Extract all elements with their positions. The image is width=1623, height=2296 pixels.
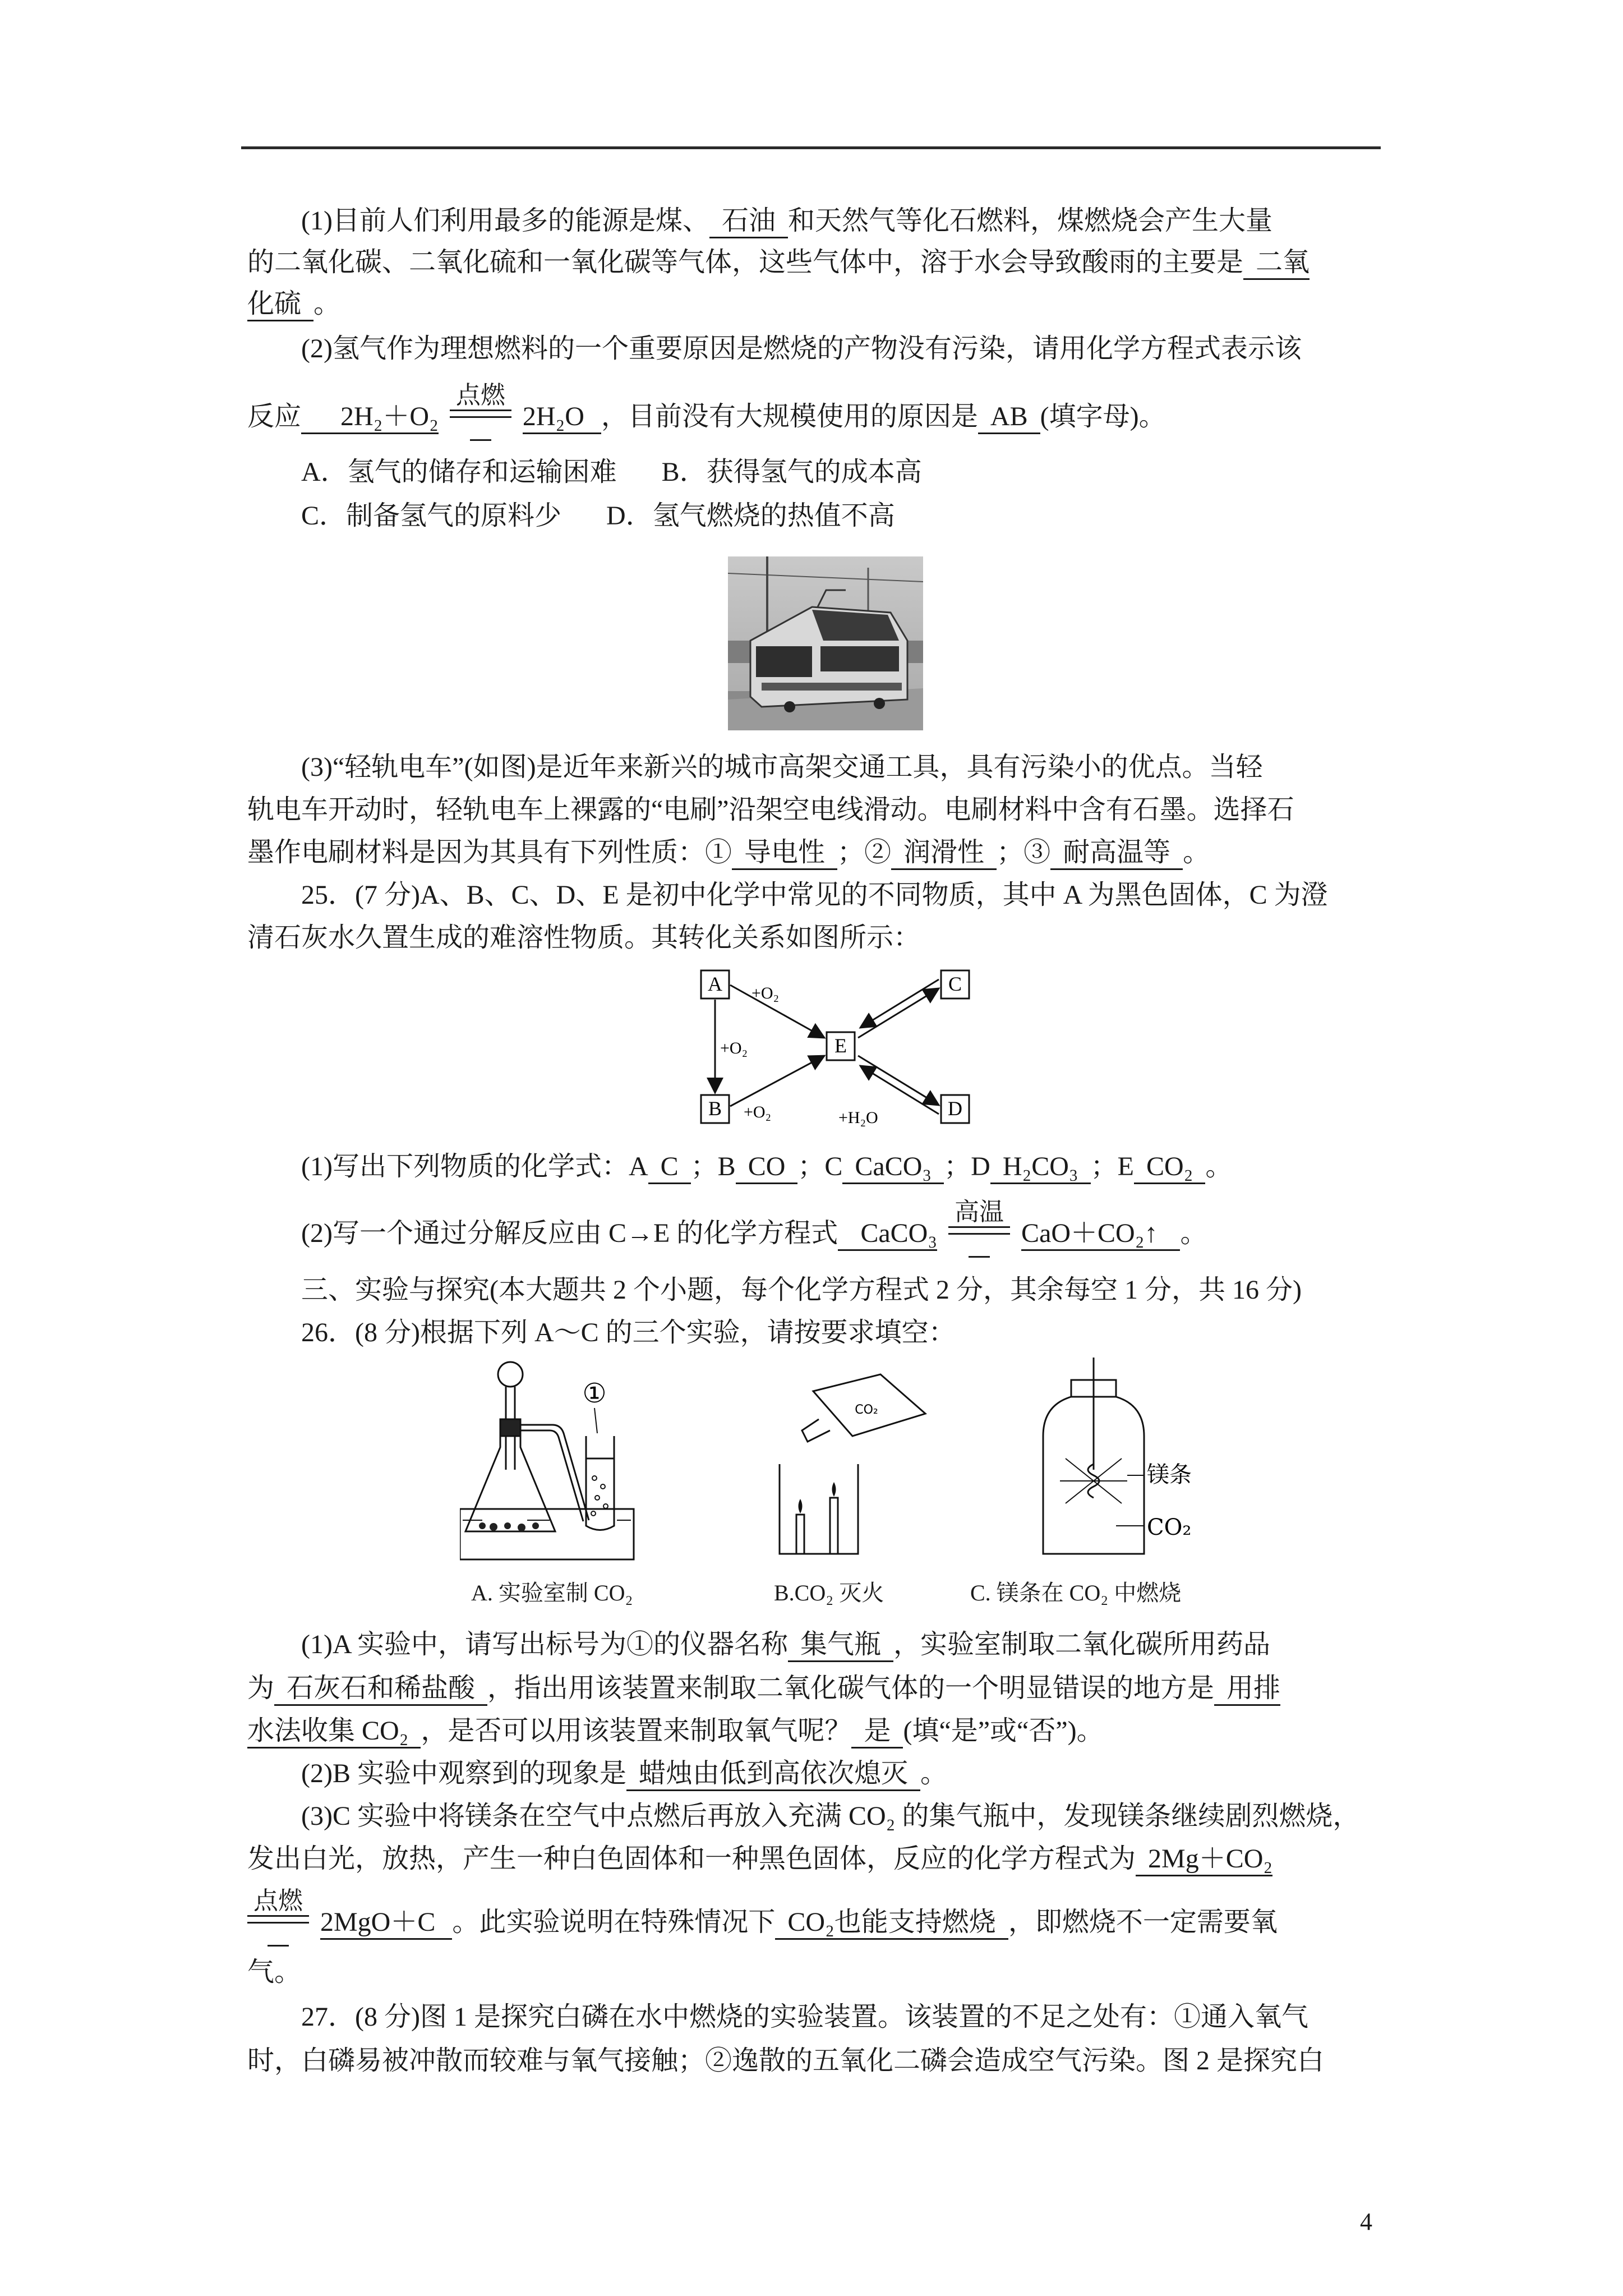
option-b: B．获得氢气的成本高 bbox=[661, 457, 922, 487]
text: 和天然气等化石燃料，煤燃烧会产生大量 bbox=[788, 206, 1273, 236]
equation-left: 2H₂＋O₂ bbox=[301, 401, 439, 434]
equals-sign bbox=[450, 409, 511, 418]
text: 发出白光，放热，产生一种白色固体和一种黑色固体，反应的化学方程式为 bbox=[247, 1844, 1136, 1874]
text: 。 bbox=[920, 1759, 948, 1788]
answer-blank: 蜡烛由低到高依次熄灭 bbox=[626, 1758, 920, 1791]
text: ；E bbox=[1090, 1152, 1134, 1181]
text: (1)A 实验中，请写出标号为①的仪器名称 bbox=[301, 1630, 788, 1659]
answer-blank: CO₂ bbox=[1134, 1151, 1205, 1184]
header-rule bbox=[241, 146, 1381, 149]
box-a bbox=[701, 970, 729, 999]
arrow-c-to-e bbox=[860, 979, 939, 1028]
answer-blank: AB bbox=[978, 401, 1040, 434]
text: 26．(8 分)根据下列 A～C 的三个实验，请按要求填空： bbox=[301, 1318, 956, 1347]
equation-right: 2H₂O bbox=[523, 401, 601, 434]
box-e bbox=[827, 1032, 855, 1060]
answer-blank: 化硫 bbox=[247, 288, 313, 321]
text: ，即燃烧不一定需要氧 bbox=[1008, 1907, 1278, 1938]
box-d bbox=[941, 1095, 969, 1123]
text: 。 bbox=[1183, 838, 1210, 867]
q26-p3-line3 bbox=[247, 1887, 1278, 1954]
q25-p2 bbox=[301, 1198, 1207, 1266]
answer-blank: H₂CO₃ bbox=[990, 1151, 1091, 1184]
q27-line1 bbox=[301, 1999, 1308, 2035]
text: ；② bbox=[837, 838, 892, 867]
figure-c-magnesium bbox=[1026, 1358, 1211, 1565]
option-d: D．氢气燃烧的热值不高 bbox=[606, 501, 895, 531]
equation-left: 2Mg＋CO₂ bbox=[1136, 1843, 1272, 1876]
text: 反应 bbox=[247, 402, 302, 432]
reaction-condition bbox=[948, 1198, 1010, 1258]
text: ，目前没有大规模使用的原因是 bbox=[601, 402, 978, 432]
figure-a-co2-apparatus bbox=[460, 1358, 718, 1571]
label-e: E bbox=[834, 1034, 847, 1057]
box-c bbox=[941, 970, 969, 999]
text: 。 bbox=[1205, 1152, 1233, 1181]
page-number: 4 bbox=[1360, 2208, 1372, 2235]
equals-sign bbox=[948, 1226, 1010, 1235]
text: 时，白磷易被冲散而较难与氧气接触；②逸散的五氧化二磷会造成空气污染。图 2 是探究白 bbox=[247, 2046, 1325, 2076]
equation-left: CaCO₃ bbox=[838, 1218, 937, 1251]
text: ；D bbox=[944, 1152, 990, 1181]
text: 气。 bbox=[247, 1957, 302, 1987]
q24-p3-line3 bbox=[247, 835, 1210, 871]
condition-text: 点燃 bbox=[455, 381, 505, 409]
text: (2)写一个通过分解反应由 C→E 的化学方程式 bbox=[301, 1218, 838, 1249]
q25-stem-line2 bbox=[247, 920, 920, 956]
q24-options-row1 bbox=[301, 454, 922, 490]
q24-p1-line3 bbox=[247, 286, 340, 322]
q27-line2 bbox=[247, 2043, 1324, 2079]
q25-conversion-diagram bbox=[695, 966, 987, 1129]
text: 为 bbox=[247, 1673, 275, 1703]
text: 三、实验与探究(本大题共 2 个小题，每个化学方程式 2 分，其余每空 1 分，共 16 分) bbox=[301, 1275, 1302, 1305]
arrow-e-to-d bbox=[858, 1056, 939, 1105]
q26-p3-line4 bbox=[247, 1954, 301, 1990]
answer-blank: 用排 bbox=[1214, 1673, 1280, 1706]
text: ；C bbox=[797, 1152, 843, 1181]
text: (3)“轻轨电车”(如图)是近年来新兴的城市高架交通工具，具有污染小的优点。当轻 bbox=[301, 752, 1263, 782]
answer-blank: 石灰石和稀盐酸 bbox=[274, 1673, 487, 1706]
figure-a-caption bbox=[471, 1575, 633, 1611]
q24-p3-line2 bbox=[247, 792, 1294, 828]
text: (1)目前人们利用最多的能源是煤、 bbox=[301, 206, 709, 236]
arrow-label-ab: +O₂ bbox=[720, 1039, 748, 1057]
text: 。此实验说明在特殊情况下 bbox=[452, 1907, 776, 1938]
label-a: A bbox=[708, 973, 722, 995]
q24-p3-line1 bbox=[301, 749, 1263, 785]
q26-p2 bbox=[301, 1756, 947, 1792]
text: A. 实验室制 CO₂ bbox=[471, 1580, 633, 1605]
q25-p1 bbox=[301, 1149, 1232, 1185]
label-mg-strip: 镁条 bbox=[1147, 1462, 1192, 1488]
tram-photo bbox=[728, 556, 923, 730]
text: ，是否可以用该装置来制取氧气呢？ bbox=[421, 1716, 852, 1746]
text: (2)氢气作为理想燃料的一个重要原因是燃烧的产物没有污染，请用化学方程式表示该 bbox=[301, 334, 1302, 364]
text: ，指出用该装置来制取二氧化碳气体的一个明显错误的地方是 bbox=[487, 1673, 1215, 1703]
reaction-condition bbox=[247, 1887, 309, 1947]
condition-dash bbox=[470, 439, 491, 441]
text: B.CO₂ 灭火 bbox=[774, 1580, 884, 1605]
q26-p1-line3 bbox=[247, 1713, 1104, 1749]
text: 。 bbox=[313, 289, 341, 319]
q25-stem-line1 bbox=[301, 877, 1328, 913]
reaction-condition bbox=[450, 381, 511, 441]
text: (3)C 实验中将镁条在空气中点燃后再放入充满 CO₂ 的集气瓶中，发现镁条继续剧烈燃烧， bbox=[301, 1801, 1360, 1831]
text: 轨电车开动时，轻轨电车上裸露的“电刷”沿架空电线滑动。电刷材料中含有石墨。选择石 bbox=[247, 795, 1294, 825]
arrow-b-to-e bbox=[730, 1056, 824, 1106]
answer-blank: 导电性 bbox=[732, 837, 837, 870]
label-circled-1: ① bbox=[582, 1378, 607, 1409]
option-a: A．氢气的储存和运输困难 bbox=[301, 457, 617, 487]
text: (1)写出下列物质的化学式：A bbox=[301, 1152, 648, 1181]
condition-text: 点燃 bbox=[253, 1887, 303, 1915]
q26-p1-line2 bbox=[247, 1671, 1280, 1706]
answer-blank: 二氧 bbox=[1243, 247, 1310, 280]
q26-stem bbox=[301, 1315, 956, 1351]
option-c: C．制备氢气的原料少 bbox=[301, 501, 562, 531]
equation-right: 2MgO＋C bbox=[320, 1907, 452, 1940]
text: 清石灰水久置生成的难溶性物质。其转化关系如图所示： bbox=[247, 923, 921, 953]
answer-blank: 水法收集 CO₂ bbox=[247, 1715, 421, 1749]
text: 的二氧化碳、二氧化硫和一氧化碳等气体，这些气体中，溶于水会导致酸雨的主要是 bbox=[247, 247, 1244, 277]
condition-dash bbox=[268, 1945, 289, 1947]
figure-c-caption bbox=[970, 1575, 1181, 1611]
text: (填字母)。 bbox=[1040, 402, 1166, 432]
arrow-label-ae: +O₂ bbox=[751, 984, 780, 1002]
bottle-label: CO₂ bbox=[855, 1403, 878, 1417]
condition-dash bbox=[969, 1256, 990, 1258]
answer-blank: 是 bbox=[851, 1715, 903, 1749]
text: ；B bbox=[690, 1152, 736, 1181]
answer-blank: CO₂也能支持燃烧 bbox=[775, 1907, 1008, 1940]
q26-p3-line2 bbox=[247, 1841, 1272, 1877]
answer-blank: 润滑性 bbox=[891, 837, 997, 870]
arrow-e-to-c bbox=[858, 988, 939, 1038]
arrow-label-be: +O₂ bbox=[744, 1103, 772, 1121]
q24-p2-line2 bbox=[247, 381, 1166, 449]
answer-blank: 耐高温等 bbox=[1050, 837, 1183, 870]
answer-blank: CaCO₃ bbox=[842, 1151, 944, 1184]
figure-b-extinguish bbox=[768, 1369, 937, 1559]
equation-right: CaO＋CO₂↑ bbox=[1021, 1218, 1180, 1251]
figure-b-caption bbox=[774, 1575, 884, 1611]
text: 25．(7 分)A、B、C、D、E 是初中化学中常见的不同物质，其中 A 为黑色固体，C 为澄 bbox=[301, 880, 1328, 910]
equals-sign bbox=[247, 1915, 309, 1924]
q24-p1-line2 bbox=[247, 245, 1310, 280]
q26-p1-line1 bbox=[301, 1627, 1270, 1663]
arrow-label-ed: +H₂O bbox=[838, 1108, 878, 1127]
q24-p2-line1 bbox=[301, 331, 1302, 367]
answer-blank: 石油 bbox=[709, 205, 788, 238]
text: ；③ bbox=[997, 838, 1051, 867]
text: (填“是”或“否”)。 bbox=[903, 1716, 1104, 1746]
label-c: C bbox=[948, 973, 962, 995]
text: (2)B 实验中观察到的现象是 bbox=[301, 1759, 626, 1788]
section-3-heading bbox=[301, 1272, 1302, 1308]
text: ，实验室制取二氧化碳所用药品 bbox=[893, 1630, 1271, 1659]
q24-p1-line1 bbox=[301, 203, 1272, 239]
condition-text: 高温 bbox=[955, 1198, 1004, 1226]
text: 。 bbox=[1180, 1218, 1207, 1249]
label-b: B bbox=[708, 1097, 722, 1120]
answer-blank: 集气瓶 bbox=[788, 1629, 893, 1662]
arrow-d-to-e bbox=[860, 1066, 939, 1114]
q26-p3-line1 bbox=[301, 1798, 1359, 1834]
label-co2: CO₂ bbox=[1147, 1515, 1192, 1540]
label-d: D bbox=[948, 1097, 962, 1120]
q24-options-row2 bbox=[301, 498, 895, 534]
answer-blank: CO bbox=[736, 1151, 798, 1184]
text: C. 镁条在 CO₂ 中燃烧 bbox=[970, 1580, 1182, 1605]
box-b bbox=[701, 1095, 729, 1123]
answer-blank: C bbox=[648, 1151, 691, 1184]
text: 墨作电刷材料是因为其具有下列性质：① bbox=[247, 838, 732, 867]
text: 27．(8 分)图 1 是探究白磷在水中燃烧的实验装置。该装置的不足之处有：①通入氧气 bbox=[301, 2002, 1308, 2032]
